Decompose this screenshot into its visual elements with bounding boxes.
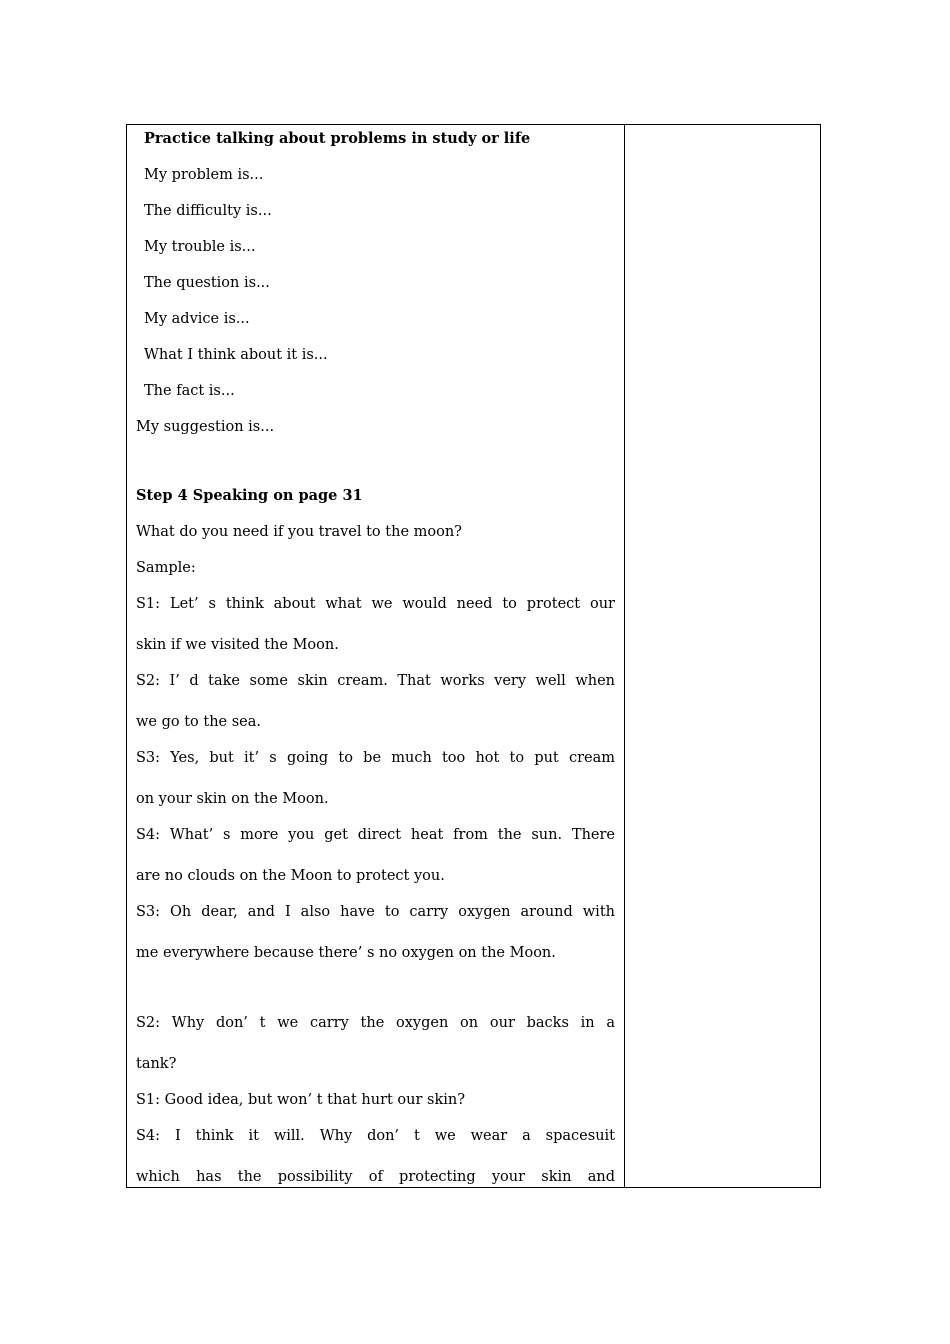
phrase-line: My advice is... (144, 311, 250, 327)
dialogue-line: skin if we visited the Moon. (136, 637, 339, 653)
dialogue-line: S4: I think it will. Why don’ t we wear a spacesuit (136, 1128, 615, 1144)
phrase-line: The fact is... (144, 383, 235, 399)
dialogue-line: S3: Yes, but it’ s going to be much too hot to put cream (136, 750, 615, 766)
sample-label: Sample: (136, 560, 196, 576)
dialogue-line: S3: Oh dear, and I also have to carry oxygen around with (136, 904, 615, 920)
step4-heading: Step 4 Speaking on page 31 (136, 487, 363, 504)
dialogue-line: on your skin on the Moon. (136, 791, 329, 807)
phrase-line: My suggestion is... (136, 419, 275, 435)
lesson-content-cell (127, 125, 624, 1187)
dialogue-line: tank? (136, 1056, 177, 1072)
dialogue-line: we go to the sea. (136, 714, 262, 730)
dialogue-line: which has the possibility of protecting your skin and (136, 1169, 615, 1185)
dialogue-line: S2: I’ d take some skin cream. That works very well when (136, 673, 615, 689)
phrase-line: What I think about it is... (144, 347, 328, 363)
lesson-table (126, 124, 821, 1188)
dialogue-line: S2: Why don’ t we carry the oxygen on our backs in a (136, 1015, 615, 1031)
dialogue-line: S4: What’ s more you get direct heat from the sun. There (136, 827, 615, 843)
phrase-line: The question is... (144, 275, 270, 291)
phrase-line: My trouble is... (144, 239, 256, 255)
phrase-line: My problem is... (144, 167, 264, 183)
notes-cell (625, 125, 820, 1187)
practice-heading: Practice talking about problems in study or life (144, 130, 531, 147)
phrase-line: The difficulty is... (144, 203, 272, 219)
dialogue-line: S1: Let’ s think about what we would need to protect our (136, 596, 615, 612)
dialogue-line: are no clouds on the Moon to protect you. (136, 868, 445, 884)
step4-question: What do you need if you travel to the moon? (136, 524, 462, 540)
dialogue-line: S1: Good idea, but won’ t that hurt our skin? (136, 1092, 466, 1108)
dialogue-line: me everywhere because there’ s no oxygen on the Moon. (136, 945, 556, 961)
